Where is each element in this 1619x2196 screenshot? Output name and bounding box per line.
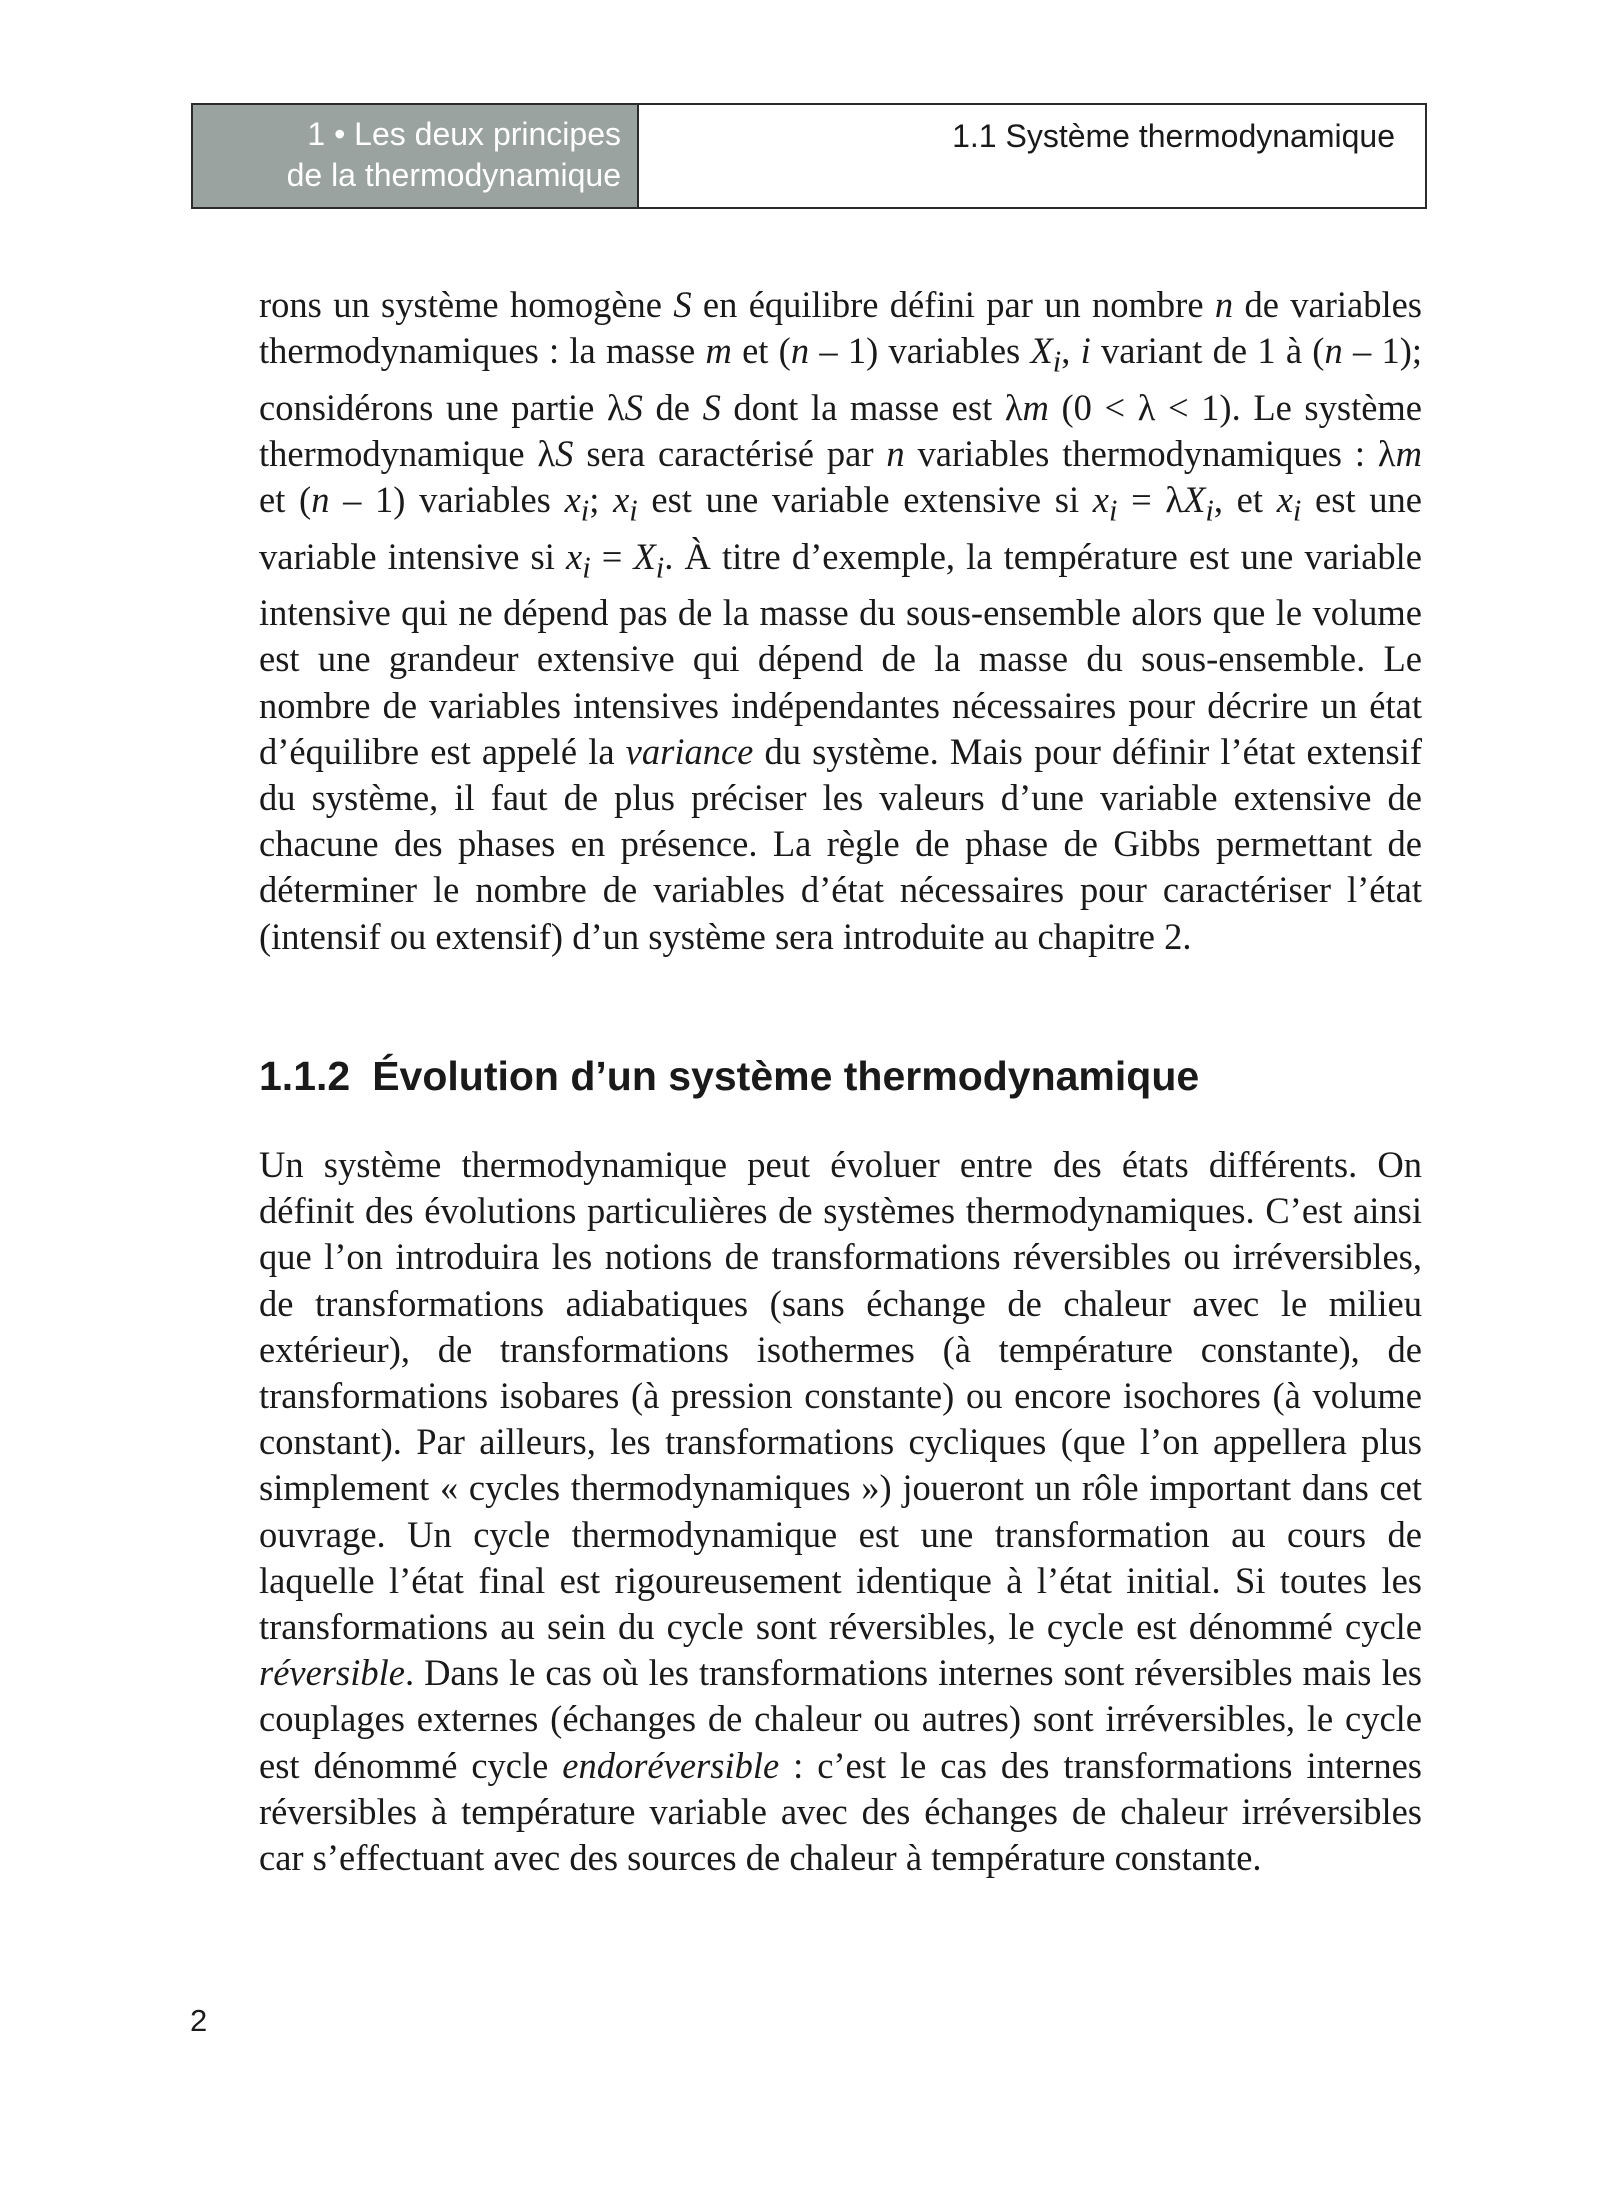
section-heading-title: Évolution d’un système thermodynamique	[372, 1053, 1200, 1099]
math-variable: x	[1092, 479, 1109, 521]
emphasis: endoréversible	[562, 1744, 780, 1786]
text-run: variables thermodynamiques : λ	[904, 432, 1396, 474]
math-variable: n	[886, 432, 905, 474]
emphasis: variance	[625, 730, 754, 772]
math-subscript: i	[1052, 344, 1062, 379]
text-run: =	[590, 535, 634, 577]
math-variable: x	[566, 535, 583, 577]
paragraph-text	[259, 282, 1422, 960]
math-variable: n	[790, 330, 810, 372]
text-run: ;	[589, 479, 614, 521]
math-variable: S	[624, 386, 643, 428]
math-variable: S	[702, 386, 721, 428]
text-run: rons un système homogène	[259, 284, 674, 325]
math-subscript: i	[580, 493, 590, 528]
text-run: du système. Mais pour définir l’état extensif du système, il faut de plus préciser les valeurs d’une variable extensive de chacune des phases en présence. La règle de phase de Gibbs permettant de déterminer le nombre de variables d’état nécessaires pour caractériser l’état (intensif ou extensif) d’un système sera introduite au chapitre 2.	[259, 730, 1423, 957]
text-run: . À titre d’exemple, la température est une variable intensive qui ne dépend pas de la masse du sous-ensemble alors que le volume est une grandeur extensive qui dépend de la masse du sous-ensemble. Le nombre de variables intensives indépendantes nécessaires pour décrire un état d’équilibre est appelé la	[259, 535, 1422, 772]
text-run: , et	[1213, 479, 1277, 521]
math-variable: S	[555, 432, 574, 474]
math-variable: m	[705, 330, 732, 372]
text-run: de variables thermodynamiques : la masse	[259, 284, 1422, 372]
text-run: et (	[259, 479, 312, 521]
page-number: 2	[190, 2003, 208, 2038]
math-variable: X	[633, 535, 656, 577]
math-variable: i	[1080, 330, 1091, 372]
body-paragraph-1	[259, 282, 1422, 960]
text-run: variant de 1 à (	[1090, 330, 1325, 372]
math-variable: x	[1276, 479, 1293, 521]
math-subscript: i	[1205, 493, 1214, 528]
math-variable: n	[1324, 330, 1343, 372]
body-paragraph-2	[259, 1142, 1422, 1881]
math-variable: m	[1022, 386, 1049, 428]
math-variable: X	[1183, 479, 1206, 521]
text-run: = λ	[1117, 479, 1184, 521]
section-number: 1.1.2	[259, 1053, 351, 1099]
math-variable: n	[311, 479, 330, 521]
math-variable: X	[1030, 330, 1053, 372]
math-subscript: i	[1109, 493, 1118, 528]
text-run: est une variable extensive si	[637, 479, 1093, 521]
text-run: sera caractérisé par	[573, 432, 887, 474]
math-subscript: i	[655, 549, 665, 584]
text-run: – 1); considérons une partie λ	[259, 330, 1422, 428]
section-heading	[259, 1050, 1422, 1102]
text-run: : c’est le cas des transformations internes réversibles à température variable avec des échanges de chaleur irréversibles car s’effectuant avec des sources de chaleur à température constante.	[259, 1744, 1422, 1879]
math-variable: x	[564, 479, 581, 521]
text-run: Un système thermodynamique peut évoluer entre des états différents. On définit des évolutions particulières de systèmes thermodynamiques. C’est ainsi que l’on introduira les notions de transformations réversibles ou irréversibles, de transformations adiabatiques (sans échange de chaleur avec le milieu extérieur), de transformations isothermes (à température constante), de transformations isobares (à pression constante) ou encore isochores (à volume constant). Par ailleurs, les transformations cycliques (que l’on appellera plus simplement « cycles thermodynamiques ») joueront un rôle important dans cet ouvrage. Un cycle thermodynamique est une transformation au cours de laquelle l’état final est rigoureusement identique à l’état initial. Si toutes les transformations au sein du cycle sont réversibles, le cycle est dénommé cycle	[259, 1144, 1422, 1648]
text-run: et (	[731, 330, 791, 372]
chapter-tab	[193, 105, 639, 207]
chapter-title-line2: de la thermodynamique	[286, 157, 621, 193]
math-variable: m	[1395, 432, 1422, 474]
paragraph-text	[259, 1142, 1422, 1881]
chapter-title-line1: 1 • Les deux principes	[307, 116, 621, 152]
running-header	[191, 103, 1427, 209]
text-run: est une variable intensive si	[259, 479, 1422, 577]
text-run: (0 < λ < 1). Le système thermodynamique λ	[259, 386, 1423, 474]
math-variable: S	[673, 284, 692, 325]
math-variable: x	[613, 479, 630, 521]
math-subscript: i	[629, 493, 638, 528]
text-run: dont la masse est λ	[720, 386, 1023, 428]
text-run: . Dans le cas où les transformations internes sont réversibles mais les couplages externes (échanges de chaleur ou autres) sont irréversibles, le cycle est dénommé cycle	[259, 1652, 1422, 1786]
text-run: – 1) variables	[329, 479, 565, 521]
math-subscript: i	[582, 549, 591, 584]
emphasis: réversible	[259, 1652, 405, 1694]
math-subscript: i	[1292, 493, 1302, 528]
text-run: de	[642, 386, 703, 428]
text-run: en équilibre défini par un nombre	[691, 284, 1215, 325]
text-run: ,	[1061, 330, 1081, 372]
text-run: – 1) variables	[809, 330, 1031, 372]
math-variable: n	[1214, 284, 1234, 325]
section-title: 1.1 Système thermodynamique	[952, 118, 1395, 154]
